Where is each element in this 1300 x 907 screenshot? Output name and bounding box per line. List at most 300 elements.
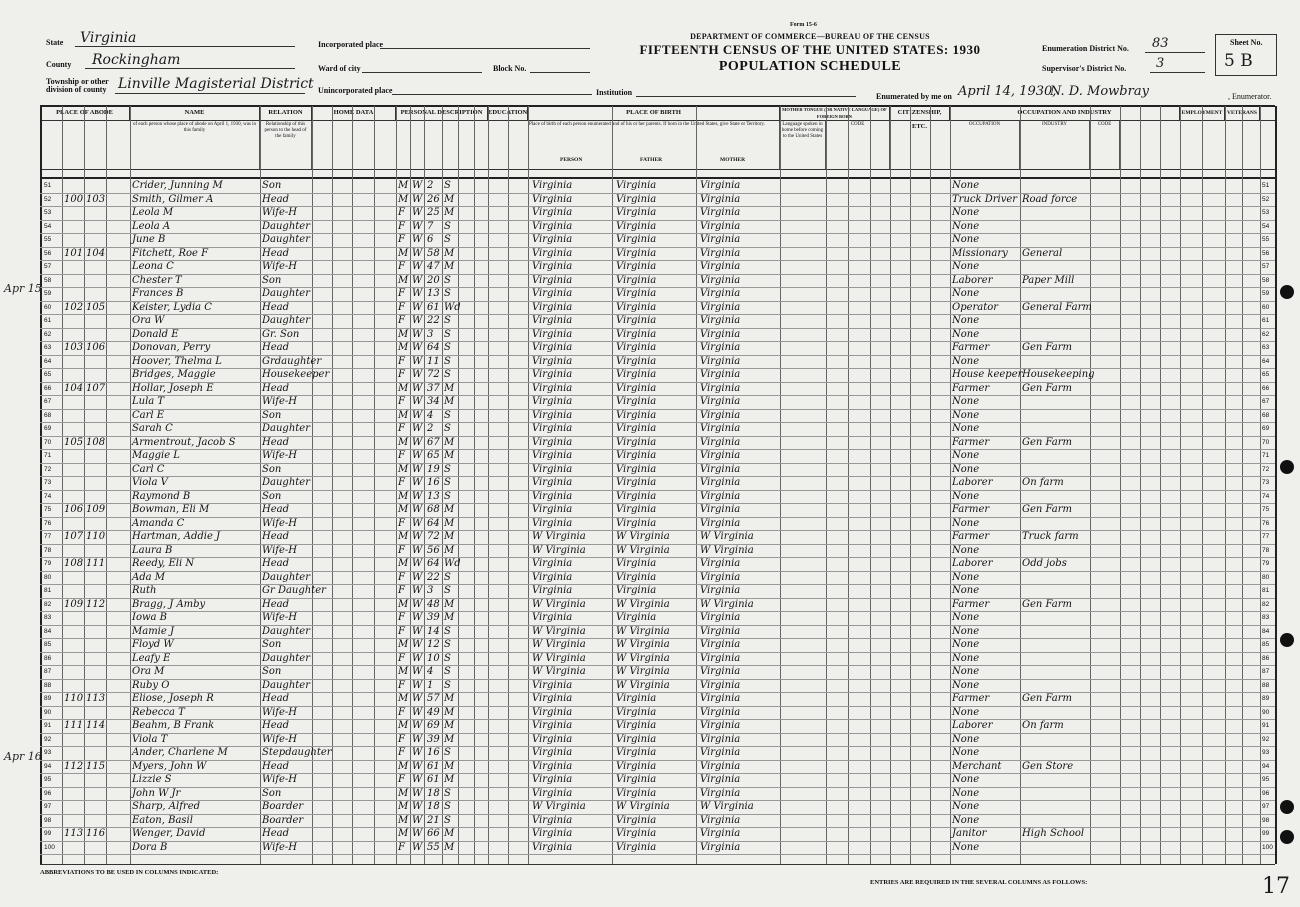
incorporated-label: Incorporated place xyxy=(318,40,384,49)
cell-rel: Head xyxy=(262,720,290,731)
cell-age: 4 xyxy=(427,666,434,677)
cell-age: 49 xyxy=(427,706,440,718)
cell-race: W xyxy=(412,247,423,259)
cell-race: W xyxy=(412,774,423,785)
group-employment: EMPLOYMENT xyxy=(1180,106,1225,120)
cell-sex: F xyxy=(398,301,405,313)
row-number: 72 xyxy=(44,465,52,473)
cell-occ: None xyxy=(952,747,980,758)
cell-ms: S xyxy=(444,180,451,191)
cell-ind: Gen Farm xyxy=(1022,504,1073,515)
row-number-right: 68 xyxy=(1262,411,1270,419)
cell-age: 67 xyxy=(427,436,440,448)
cell-occ: None xyxy=(952,396,980,407)
cell-age: 13 xyxy=(427,288,440,299)
cell-occ: None xyxy=(952,841,980,853)
cell-rel: Wife-H xyxy=(262,396,298,407)
row-number-right: 75 xyxy=(1262,506,1270,513)
cell-fam: 112 xyxy=(86,598,106,610)
cell-fam: 105 xyxy=(86,301,106,313)
cell-race: W xyxy=(412,193,423,205)
cell-pb: Virginia xyxy=(532,463,573,475)
cell-sex: M xyxy=(398,463,409,475)
cell-race: W xyxy=(412,558,423,569)
cell-age: 39 xyxy=(427,733,440,745)
cell-fb: Virginia xyxy=(616,247,657,259)
cell-mb: Virginia xyxy=(700,733,741,745)
supervisor-value: 3 xyxy=(1156,56,1165,71)
cell-rel: Head xyxy=(262,382,290,394)
cell-rel: Wife-H xyxy=(262,450,298,461)
cell-age: 10 xyxy=(427,652,440,664)
row-number-right: 84 xyxy=(1262,627,1270,635)
cell-pb: Virginia xyxy=(532,247,573,259)
cell-ms: M xyxy=(444,693,455,704)
abbrev-title: ABBREVIATIONS TO BE USED IN COLUMNS INDICATED: xyxy=(40,869,219,876)
row-number: 88 xyxy=(44,681,52,689)
cell-fb: Virginia xyxy=(616,369,657,380)
cell-sex: M xyxy=(398,828,409,839)
cell-pb: W Virginia xyxy=(532,531,586,542)
row-number: 90 xyxy=(44,708,52,716)
cell-sex: F xyxy=(398,315,405,326)
cell-rel: Daughter xyxy=(262,477,310,488)
cell-race: W xyxy=(412,328,423,340)
cell-fb: Virginia xyxy=(616,274,657,286)
cell-mb: Virginia xyxy=(700,585,741,596)
row-number-right: 64 xyxy=(1262,357,1270,365)
cell-pb: W Virginia xyxy=(532,639,586,650)
cell-rel: Daughter xyxy=(262,220,310,232)
cell-rel: Daughter xyxy=(262,423,310,434)
cell-ms: M xyxy=(444,841,455,853)
cell-occ: Farmer xyxy=(952,342,990,353)
cell-name: June B xyxy=(132,234,166,245)
cell-dw: 102 xyxy=(64,301,84,313)
cell-fb: Virginia xyxy=(616,706,657,718)
cell-mb: Virginia xyxy=(700,517,741,529)
row-number: 53 xyxy=(44,209,52,216)
cell-rel: Head xyxy=(262,301,290,313)
institution-label: Institution xyxy=(596,88,633,97)
row-number: 74 xyxy=(44,492,52,500)
cell-dw: 104 xyxy=(64,382,84,394)
cell-race: W xyxy=(412,760,423,772)
cell-mb: Virginia xyxy=(700,396,741,407)
cell-ms: S xyxy=(444,477,451,488)
cell-occ: None xyxy=(952,625,980,637)
cell-race: W xyxy=(412,828,423,839)
cell-race: W xyxy=(412,747,423,758)
cell-occ: None xyxy=(952,490,980,502)
cell-age: 21 xyxy=(427,814,440,826)
cell-age: 22 xyxy=(427,315,440,326)
cell-age: 72 xyxy=(427,369,440,380)
cell-mb: Virginia xyxy=(700,193,741,205)
margin-note-apr16: Apr 16 xyxy=(4,750,42,763)
cell-occ: Farmer xyxy=(952,504,990,515)
row-number-right: 51 xyxy=(1262,182,1270,189)
cell-ind: Truck farm xyxy=(1022,531,1079,542)
cell-occ: None xyxy=(952,706,980,718)
cell-pb: Virginia xyxy=(532,342,573,353)
row-number-right: 97 xyxy=(1262,803,1270,810)
form-number: Form 15-6 xyxy=(790,22,817,28)
cell-name: Leola M xyxy=(132,207,174,218)
cell-dw: 101 xyxy=(64,247,84,259)
cell-sex: M xyxy=(398,801,409,812)
cell-rel: Wife-H xyxy=(262,517,298,529)
state-label: State xyxy=(46,38,64,47)
cell-pb: Virginia xyxy=(532,436,573,448)
cell-ms: S xyxy=(444,423,451,434)
cell-sex: F xyxy=(398,747,405,758)
cell-pb: Virginia xyxy=(532,558,573,569)
cell-ms: S xyxy=(444,625,451,637)
cell-name: Viola V xyxy=(132,477,168,488)
cell-mb: Virginia xyxy=(700,490,741,502)
sheet-number-box xyxy=(1215,34,1277,76)
cell-age: 61 xyxy=(427,760,440,772)
township-underline xyxy=(115,93,305,94)
cell-sex: M xyxy=(398,598,409,610)
cell-name: Armentrout, Jacob S xyxy=(132,436,236,448)
cell-ms: S xyxy=(444,288,451,299)
cell-fb: Virginia xyxy=(616,423,657,434)
institution-underline xyxy=(636,96,856,97)
row-number: 84 xyxy=(44,627,52,635)
cell-name: Raymond B xyxy=(132,490,191,502)
cell-occ: None xyxy=(952,328,980,340)
cell-race: W xyxy=(412,517,423,529)
cell-age: 64 xyxy=(427,517,440,529)
row-number-right: 92 xyxy=(1262,735,1270,743)
row-number: 95 xyxy=(44,776,52,783)
cell-age: 48 xyxy=(427,598,440,610)
cell-pb: W Virginia xyxy=(532,598,586,610)
cell-rel: Son xyxy=(262,787,282,799)
cell-rel: Son xyxy=(262,639,282,650)
cell-name: Sharp, Alfred xyxy=(132,801,201,812)
cell-age: 22 xyxy=(427,571,440,583)
cell-age: 69 xyxy=(427,720,440,731)
cell-occ: Laborer xyxy=(952,477,993,488)
row-number: 77 xyxy=(44,533,52,540)
cell-name: Chester T xyxy=(132,274,182,286)
row-number-right: 53 xyxy=(1262,209,1270,216)
cell-pb: Virginia xyxy=(532,274,573,286)
cell-fb: Virginia xyxy=(616,180,657,191)
page-number: 17 xyxy=(1262,874,1290,899)
row-number: 60 xyxy=(44,303,52,311)
cell-pb: Virginia xyxy=(532,814,573,826)
state-underline xyxy=(75,46,295,47)
cell-occ: None xyxy=(952,220,980,232)
cell-occ: None xyxy=(952,450,980,461)
cell-occ: None xyxy=(952,679,980,691)
cell-mb: Virginia xyxy=(700,652,741,664)
cell-fb: Virginia xyxy=(616,315,657,326)
cell-ms: S xyxy=(444,585,451,596)
cell-mb: Virginia xyxy=(700,747,741,758)
cell-rel: Wife-H xyxy=(262,612,298,623)
cell-pb: Virginia xyxy=(532,760,573,772)
row-number: 92 xyxy=(44,735,52,743)
cell-fam: 104 xyxy=(86,247,106,259)
cell-rel: Daughter xyxy=(262,652,310,664)
cell-occ: Farmer xyxy=(952,598,990,610)
cell-fb: W Virginia xyxy=(616,801,670,812)
cell-sex: F xyxy=(398,450,405,461)
cell-age: 57 xyxy=(427,693,440,704)
cell-race: W xyxy=(412,207,423,218)
cell-rel: Daughter xyxy=(262,315,310,326)
cell-mb: Virginia xyxy=(700,639,741,650)
cell-race: W xyxy=(412,841,423,853)
cell-fb: W Virginia xyxy=(616,625,670,637)
row-number-right: 81 xyxy=(1262,587,1270,594)
cell-rel: Head xyxy=(262,342,290,353)
row-number-right: 90 xyxy=(1262,708,1270,716)
cell-pb: W Virginia xyxy=(532,544,586,556)
cell-ms: M xyxy=(444,733,455,745)
cell-age: 58 xyxy=(427,247,440,259)
enumerated-label: Enumerated by me on xyxy=(876,92,952,101)
row-number-right: 86 xyxy=(1262,654,1270,662)
punch-hole xyxy=(1280,633,1294,647)
row-number-right: 62 xyxy=(1262,330,1270,338)
cell-mb: Virginia xyxy=(700,450,741,461)
cell-pb: Virginia xyxy=(532,571,573,583)
cell-race: W xyxy=(412,720,423,731)
cell-fb: Virginia xyxy=(616,612,657,623)
colhead-father: FATHER xyxy=(640,157,663,163)
group-citizenship: CITIZENSHIP, ETC. xyxy=(890,106,950,120)
cell-ms: M xyxy=(444,598,455,610)
cell-pb: Virginia xyxy=(532,369,573,380)
cell-name: Myers, John W xyxy=(132,760,207,772)
cell-name: Bowman, Eli M xyxy=(132,504,210,515)
row-number-right: 71 xyxy=(1262,452,1270,459)
cell-name: Fitchett, Roe F xyxy=(132,247,209,259)
cell-race: W xyxy=(412,436,423,448)
cell-ms: M xyxy=(444,207,455,218)
colhead-occupation: OCCUPATION xyxy=(950,121,1020,169)
cell-ms: M xyxy=(444,436,455,448)
cell-occ: None xyxy=(952,801,980,812)
row-number-right: 77 xyxy=(1262,533,1270,540)
cell-age: 72 xyxy=(427,531,440,542)
cell-fb: Virginia xyxy=(616,693,657,704)
cell-race: W xyxy=(412,585,423,596)
row-number-right: 52 xyxy=(1262,195,1270,203)
county-value: Rockingham xyxy=(92,52,181,68)
row-number-right: 94 xyxy=(1262,762,1270,770)
cell-sex: F xyxy=(398,477,405,488)
cell-ms: M xyxy=(444,544,455,556)
row-number-right: 89 xyxy=(1262,695,1270,702)
cell-rel: Daughter xyxy=(262,234,310,245)
row-number-right: 61 xyxy=(1262,317,1270,324)
block-label: Block No. xyxy=(493,64,527,73)
cell-ms: M xyxy=(444,504,455,515)
row-number-right: 78 xyxy=(1262,546,1270,554)
cell-pb: W Virginia xyxy=(532,625,586,637)
cell-mb: Virginia xyxy=(700,477,741,488)
cell-name: Keister, Lydia C xyxy=(132,301,212,313)
cell-fb: Virginia xyxy=(616,207,657,218)
cell-race: W xyxy=(412,301,423,313)
cell-fb: W Virginia xyxy=(616,679,670,691)
cell-rel: Son xyxy=(262,666,282,677)
cell-fam: 106 xyxy=(86,342,106,353)
incorporated-underline xyxy=(380,48,590,49)
cell-sex: F xyxy=(398,612,405,623)
cell-sex: F xyxy=(398,774,405,785)
cell-name: Reedy, Eli N xyxy=(132,558,195,569)
cell-sex: M xyxy=(398,531,409,542)
cell-ms: S xyxy=(444,666,451,677)
cell-rel: Head xyxy=(262,504,290,515)
cell-occ: None xyxy=(952,315,980,326)
cell-occ: Missionary xyxy=(952,247,1008,259)
row-number-right: 66 xyxy=(1262,384,1270,392)
cell-name: Wenger, David xyxy=(132,828,206,839)
row-number: 100 xyxy=(44,843,55,851)
colhead-name: of each person whose place of abode on April 1, 1930, was in this family xyxy=(130,121,260,169)
cell-fam: 116 xyxy=(86,828,106,839)
cell-age: 1 xyxy=(427,679,434,691)
cell-pb: Virginia xyxy=(532,355,573,367)
block-underline xyxy=(530,72,590,73)
cell-ms: S xyxy=(444,571,451,583)
cell-name: Hollar, Joseph E xyxy=(132,382,214,394)
sheet-value: 5 B xyxy=(1224,51,1253,71)
cell-race: W xyxy=(412,814,423,826)
group-name: NAME xyxy=(130,106,260,120)
colhead-person: PERSON xyxy=(560,157,583,163)
cell-occ: None xyxy=(952,261,980,272)
cell-mb: Virginia xyxy=(700,463,741,475)
cell-sex: F xyxy=(398,652,405,664)
cell-fb: Virginia xyxy=(616,787,657,799)
cell-race: W xyxy=(412,274,423,286)
cell-pb: Virginia xyxy=(532,396,573,407)
row-number: 89 xyxy=(44,695,52,702)
cell-pb: Virginia xyxy=(532,828,573,839)
cell-sex: F xyxy=(398,544,405,556)
cell-name: Carl C xyxy=(132,463,165,475)
cell-race: W xyxy=(412,625,423,637)
cell-ms: M xyxy=(444,612,455,623)
row-number: 83 xyxy=(44,614,52,621)
cell-ms: S xyxy=(444,490,451,502)
cell-rel: Wife-H xyxy=(262,544,298,556)
cell-mb: Virginia xyxy=(700,558,741,569)
cell-sex: F xyxy=(398,706,405,718)
cell-ms: S xyxy=(444,679,451,691)
cell-mb: Virginia xyxy=(700,409,741,421)
colhead-relation: Relationship of this person to the head of the family xyxy=(260,121,312,169)
group-place-of-birth: PLACE OF BIRTH xyxy=(528,106,780,120)
cell-occ: None xyxy=(952,612,980,623)
cell-race: W xyxy=(412,679,423,691)
enum-district-label: Enumeration District No. xyxy=(1042,44,1129,53)
cell-dw: 106 xyxy=(64,504,84,515)
group-veterans: VETERANS xyxy=(1225,106,1260,120)
cell-age: 25 xyxy=(427,207,440,218)
cell-race: W xyxy=(412,733,423,745)
punch-hole xyxy=(1280,800,1294,814)
row-number-right: 56 xyxy=(1262,249,1270,257)
cell-ms: M xyxy=(444,450,455,461)
cell-sex: F xyxy=(398,517,405,529)
cell-occ: None xyxy=(952,463,980,475)
cell-race: W xyxy=(412,409,423,421)
enumerator-name: N. D. Mowbray xyxy=(1050,84,1149,99)
colhead-language: Language spoken in home before coming to the United States xyxy=(780,121,826,169)
cell-age: 66 xyxy=(427,828,440,839)
cell-fam: 113 xyxy=(86,693,106,704)
cell-ind: On farm xyxy=(1022,477,1064,488)
cell-ms: S xyxy=(444,274,451,286)
cell-age: 64 xyxy=(427,342,440,353)
cell-fb: Virginia xyxy=(616,517,657,529)
cell-age: 37 xyxy=(427,382,440,394)
cell-rel: Son xyxy=(262,463,282,475)
cell-age: 64 xyxy=(427,558,440,569)
row-number: 62 xyxy=(44,330,52,338)
cell-fb: W Virginia xyxy=(616,652,670,664)
cell-rel: Head xyxy=(262,693,290,704)
cell-mb: Virginia xyxy=(700,612,741,623)
cell-sex: F xyxy=(398,220,405,232)
cell-name: Smith, Gilmer A xyxy=(132,193,214,205)
cell-fam: 108 xyxy=(86,436,106,448)
cell-ms: S xyxy=(444,463,451,475)
row-number-right: 59 xyxy=(1262,290,1270,297)
cell-dw: 107 xyxy=(64,531,84,542)
cell-pb: Virginia xyxy=(532,450,573,461)
row-number-right: 70 xyxy=(1262,438,1270,446)
cell-pb: W Virginia xyxy=(532,666,586,677)
row-number: 70 xyxy=(44,438,52,446)
cell-name: Eaton, Basil xyxy=(132,814,193,826)
cell-race: W xyxy=(412,693,423,704)
cell-dw: 100 xyxy=(64,193,84,205)
cell-mb: W Virginia xyxy=(700,531,754,542)
row-number-right: 60 xyxy=(1262,303,1270,311)
footer xyxy=(40,864,1275,901)
group-home-data: HOME DATA xyxy=(312,106,396,120)
cell-mb: Virginia xyxy=(700,315,741,326)
cell-name: Ada M xyxy=(132,571,166,583)
department-title: DEPARTMENT OF COMMERCE—BUREAU OF THE CENSUS xyxy=(690,32,930,41)
row-number: 76 xyxy=(44,519,52,527)
cell-name: Bridges, Maggie xyxy=(132,369,216,380)
cell-occ: None xyxy=(952,787,980,799)
cell-occ: Janitor xyxy=(952,828,987,839)
row-number-right: 63 xyxy=(1262,344,1270,351)
cell-ms: S xyxy=(444,315,451,326)
cell-ind: Odd jobs xyxy=(1022,558,1067,569)
cell-rel: Son xyxy=(262,409,282,421)
cell-mb: Virginia xyxy=(700,504,741,515)
cell-race: W xyxy=(412,261,423,272)
cell-race: W xyxy=(412,423,423,434)
cell-occ: None xyxy=(952,774,980,785)
cell-sex: F xyxy=(398,369,405,380)
